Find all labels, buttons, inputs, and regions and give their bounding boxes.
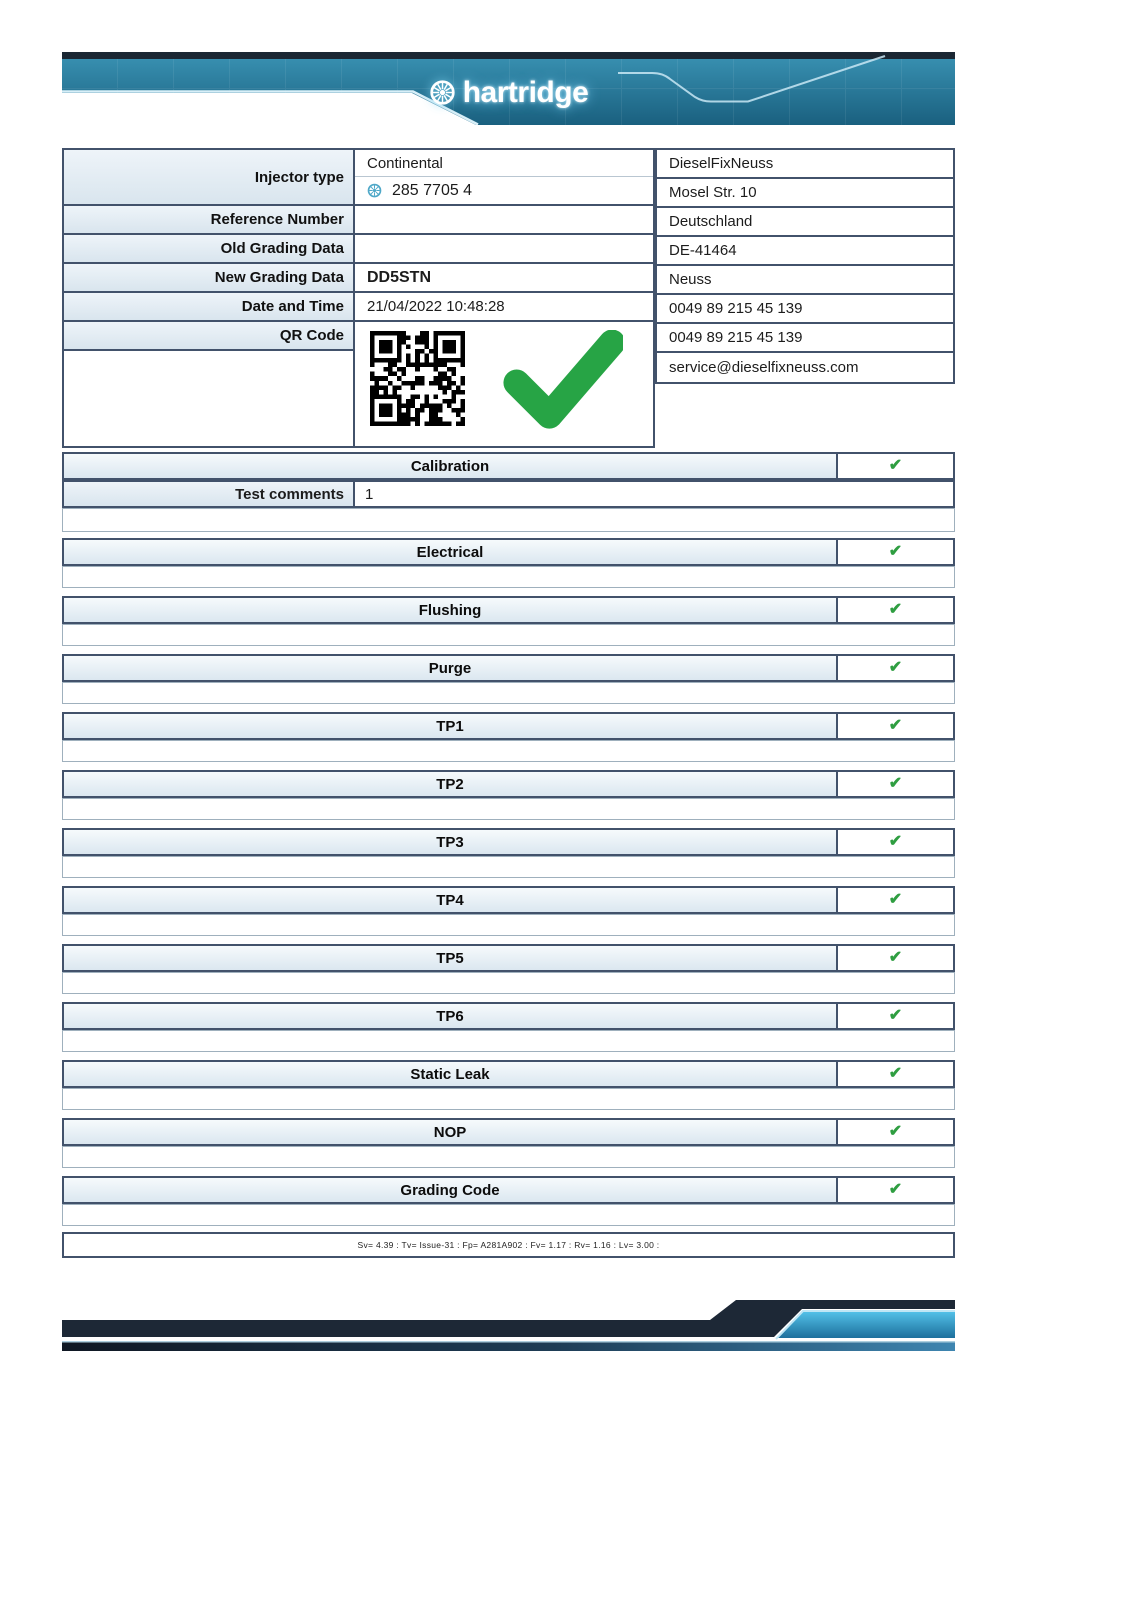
contact-row (657, 237, 953, 266)
wheel-icon (367, 183, 382, 198)
contact-text: Deutschland (669, 213, 753, 230)
injector-details (62, 148, 655, 448)
label-column (64, 150, 355, 446)
check-cell (838, 1118, 955, 1146)
test-name: Grading Code (62, 1176, 838, 1204)
test-name: TP2 (62, 770, 838, 798)
label-column-filler (64, 351, 355, 446)
check-cell (838, 944, 955, 972)
check-icon: ✔ (888, 949, 903, 966)
contact-text: DE-41464 (669, 242, 737, 259)
check-icon: ✔ (888, 717, 903, 734)
value-injector-make: Continental (355, 150, 653, 177)
label-old-grading: Old Grading Data (64, 235, 355, 264)
contact-text: DieselFixNeuss (669, 155, 774, 172)
check-icon: ✔ (888, 833, 903, 850)
contact-row (657, 324, 953, 353)
test-row-tp1 (62, 712, 955, 740)
test-comments-value: 1 (355, 480, 955, 508)
version-line: Sv= 4.39 : Tv= Issue-31 : Fp= A281A902 : Fv= 1.17 : Rv= 1.16 : Lv= 3.00 : (357, 1240, 660, 1250)
qr-area (355, 322, 653, 446)
qr-code (370, 331, 465, 426)
label-date-time: Date and Time (64, 293, 355, 322)
test-row-tp2 (62, 770, 955, 798)
test-name: TP5 (62, 944, 838, 972)
contact-row (657, 208, 953, 237)
test-name: TP3 (62, 828, 838, 856)
check-icon: ✔ (888, 1181, 903, 1198)
test-row-electrical (62, 538, 955, 566)
check-icon: ✔ (888, 1065, 903, 1082)
contact-text: 0049 89 215 45 139 (669, 300, 803, 317)
test-name: Calibration (62, 452, 838, 480)
label-qr-code: QR Code (64, 322, 355, 351)
value-old-grading (355, 235, 653, 264)
contact-text: Mosel Str. 10 (669, 184, 757, 201)
spacer-row (62, 1204, 955, 1226)
test-name: NOP (62, 1118, 838, 1146)
check-icon: ✔ (888, 543, 903, 560)
value-date-time: 21/04/2022 10:48:28 (355, 293, 653, 322)
value-injector-part (355, 177, 653, 206)
check-cell (838, 886, 955, 914)
spacer-row (62, 972, 955, 994)
spacer-row (62, 1030, 955, 1052)
spacer-row (62, 1088, 955, 1110)
check-icon: ✔ (888, 775, 903, 792)
injector-part-number: 285 7705 4 (392, 181, 473, 199)
test-name: Flushing (62, 596, 838, 624)
check-icon: ✔ (888, 891, 903, 908)
check-cell (838, 596, 955, 624)
version-footer (62, 1232, 955, 1258)
test-name: Static Leak (62, 1060, 838, 1088)
contact-text: 0049 89 215 45 139 (669, 329, 803, 346)
test-row-tp4 (62, 886, 955, 914)
check-cell (838, 1060, 955, 1088)
brand-name: hartridge (462, 75, 589, 109)
spacer-row (62, 566, 955, 588)
spacer-row (62, 624, 955, 646)
check-icon: ✔ (888, 601, 903, 618)
test-row-calibration (62, 452, 955, 480)
value-new-grading: DD5STN (355, 264, 653, 293)
check-cell (838, 538, 955, 566)
test-name: TP6 (62, 1002, 838, 1030)
check-cell (838, 1002, 955, 1030)
test-row-tp5 (62, 944, 955, 972)
spacer-row (62, 508, 955, 532)
test-name: TP1 (62, 712, 838, 740)
value-column (355, 150, 653, 446)
contact-row (657, 295, 953, 324)
spacer-row (62, 740, 955, 762)
check-cell (838, 654, 955, 682)
test-row-tp6 (62, 1002, 955, 1030)
test-row-flushing (62, 596, 955, 624)
check-icon: ✔ (888, 1123, 903, 1140)
contact-row (657, 150, 953, 179)
check-cell (838, 452, 955, 480)
test-name: Purge (62, 654, 838, 682)
test-comments-label: Test comments (62, 480, 355, 508)
contact-text: service@dieselfixneuss.com (669, 359, 859, 376)
test-row-grading-code (62, 1176, 955, 1204)
injector-info-table (62, 148, 955, 448)
test-name: Electrical (62, 538, 838, 566)
bottom-banner (62, 1300, 955, 1352)
test-name: TP4 (62, 886, 838, 914)
contact-text: Neuss (669, 271, 712, 288)
test-row-tp3 (62, 828, 955, 856)
check-cell (838, 1176, 955, 1204)
contact-row (657, 266, 953, 295)
label-new-grading: New Grading Data (64, 264, 355, 293)
test-row-nop (62, 1118, 955, 1146)
check-cell (838, 712, 955, 740)
spacer-row (62, 914, 955, 936)
label-injector-type: Injector type (64, 150, 355, 206)
spacer-row (62, 856, 955, 878)
value-reference-number (355, 206, 653, 235)
workshop-contact-card (655, 148, 955, 384)
header-banner (62, 52, 955, 125)
contact-row (657, 179, 953, 208)
contact-row (657, 353, 953, 382)
big-check-icon (503, 330, 623, 430)
spacer-row (62, 798, 955, 820)
spacer-row (62, 1146, 955, 1168)
test-row-static-leak (62, 1060, 955, 1088)
spacer-row (62, 682, 955, 704)
check-cell (838, 828, 955, 856)
check-cell (838, 770, 955, 798)
check-icon: ✔ (888, 659, 903, 676)
test-row-purge (62, 654, 955, 682)
check-icon: ✔ (888, 457, 903, 474)
test-comments-row (62, 480, 955, 508)
check-icon: ✔ (888, 1007, 903, 1024)
label-reference-number: Reference Number (64, 206, 355, 235)
